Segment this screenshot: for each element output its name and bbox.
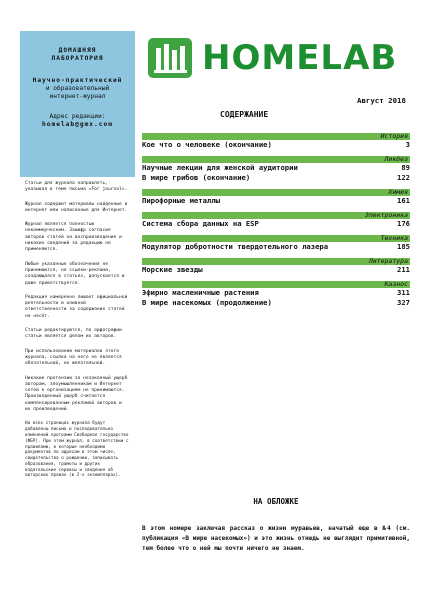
lab-flask-icon bbox=[148, 38, 192, 78]
sidebar-title-2: ЛАБОРАТОРИЯ bbox=[51, 55, 104, 62]
toc-title: СОДЕРЖАНИЕ bbox=[220, 110, 269, 119]
entry-title: Морские звезды bbox=[142, 265, 203, 274]
section-bar bbox=[142, 258, 410, 265]
entry-page: 176 bbox=[397, 219, 410, 228]
entry-title: В мире грибов (окончание) bbox=[142, 173, 251, 182]
sidebar-paragraph: При использовании материалов этого журнала, ссылка на него не является обязательной, но желательной. bbox=[25, 348, 122, 367]
section-name: Ликбез bbox=[384, 155, 408, 163]
entry-page: 89 bbox=[401, 163, 410, 172]
entry-title: Эфирно масленичные растения bbox=[142, 288, 259, 297]
sidebar-header bbox=[20, 31, 135, 177]
table-of-contents bbox=[142, 127, 410, 308]
section-name: Электроника bbox=[364, 211, 408, 219]
entry-title: Кое что о человеке (окончание) bbox=[142, 140, 272, 149]
email-label: Адрес редакции: bbox=[49, 113, 106, 120]
section-bar bbox=[142, 156, 410, 163]
logo-text: HOMELAB bbox=[202, 38, 398, 78]
entry-title: Система сбора данных на ESP bbox=[142, 219, 259, 228]
entry-page: 327 bbox=[397, 298, 410, 307]
toc-section bbox=[142, 133, 410, 150]
section-bar bbox=[142, 212, 410, 219]
sidebar-paragraph: Редакция намеренно лишает официальной деятельности и оливной ответственности за содержание статей не несёт. bbox=[25, 294, 128, 319]
sidebar-subtitle-3: интернет-журнал bbox=[49, 93, 106, 100]
entry-page: 211 bbox=[397, 265, 410, 274]
toc-entry[interactable] bbox=[142, 298, 410, 308]
toc-entry[interactable] bbox=[142, 265, 410, 275]
toc-section bbox=[142, 235, 410, 252]
sidebar-paragraph: Статьи для журнала направлять, указывая в теме письма «For journal». bbox=[25, 181, 128, 193]
toc-section bbox=[142, 258, 410, 275]
entry-page: 311 bbox=[397, 288, 410, 297]
sidebar-body bbox=[20, 177, 135, 479]
back-cover-text: В этом номере заключая рассказ о жизни муравьев, начатый еще в №4 (см. публикация «В мире насекомых») и это жизнь отнюдь не выглядит примитивной, тем более что о ней мы почти ничего не знаем. bbox=[142, 525, 410, 552]
issue-date: Август 2018 bbox=[357, 96, 406, 105]
toc-section bbox=[142, 281, 410, 308]
entry-title: Модулятор добротности твердотельного лазера bbox=[142, 242, 329, 251]
section-bar bbox=[142, 281, 410, 288]
toc-entry[interactable] bbox=[142, 196, 410, 206]
sidebar-paragraph: Никакие претензии за незаконный ущерб авторам, злоумышленникам и Интернет сетей к организациям не принимаются. Произведенный ущерб считается компенсированным рекламой авторов и их произведений. bbox=[25, 375, 128, 413]
sidebar-subtitle-2: и образовательный bbox=[45, 85, 110, 92]
toc-entry[interactable] bbox=[142, 242, 410, 252]
toc-section bbox=[142, 156, 410, 183]
sidebar-paragraph: На всех страницах журнала будут добавлены письма и последовательно изменений программ Свободное государство (ФБР). При этом журнал, в соответствии с правилами, в которые необходимо документов по адресам в этом числе, свидетельства о рождении, записывать образования, грамоты и других издательские сервисы и сведения об авторских правах (в 2-х экземплярах). bbox=[25, 421, 129, 479]
email-link[interactable]: homelab@gmx.com bbox=[42, 121, 113, 128]
sidebar-paragraph: Любые указанные обозначения не принимаются, не ссылки-реклама, создающаяся в статьях, допускается и даже приветствуется. bbox=[25, 261, 125, 286]
section-bar bbox=[142, 235, 410, 242]
entry-title: В мире насекомых (продолжение) bbox=[142, 298, 272, 307]
back-cover-title: НА ОБЛОЖКЕ bbox=[253, 497, 299, 506]
sidebar-paragraph: Статьи редактируются, по орфографии статьи является делом их авторов. bbox=[25, 328, 122, 340]
entry-page: 122 bbox=[397, 173, 410, 182]
section-name: Техника bbox=[380, 234, 408, 242]
entry-page: 161 bbox=[397, 196, 410, 205]
back-cover-section bbox=[142, 497, 410, 554]
entry-page: 3 bbox=[405, 140, 410, 149]
section-name: Литература bbox=[368, 257, 408, 265]
section-name: Казнос bbox=[384, 280, 408, 288]
sidebar-title-1: ДОМАШНЯЯ bbox=[58, 47, 97, 54]
sidebar-paragraph: Журнал является полностью некоммерческим. Зашифр согласия авторов статей на воспроизведение и никаких сведений за редакцию не применяются. bbox=[25, 222, 122, 253]
entry-title: Научные лекции для женской аудитории bbox=[142, 163, 298, 172]
toc-entry[interactable] bbox=[142, 140, 410, 150]
toc-entry[interactable] bbox=[142, 173, 410, 183]
entry-title: Пирофорные металлы bbox=[142, 196, 220, 205]
section-bar bbox=[142, 189, 410, 196]
toc-entry[interactable] bbox=[142, 288, 410, 298]
toc-section bbox=[142, 212, 410, 229]
toc-section bbox=[142, 189, 410, 206]
toc-entry[interactable] bbox=[142, 219, 410, 229]
sidebar-paragraph: Журнал содержит материалы найденные в интернет или написанные для Интернет. bbox=[25, 201, 128, 213]
homelab-logo bbox=[148, 34, 408, 84]
section-name: Химия bbox=[388, 188, 408, 196]
toc-entry[interactable] bbox=[142, 163, 410, 173]
sidebar-subtitle-1: Научно-практический bbox=[32, 77, 123, 84]
section-name: История bbox=[380, 132, 408, 140]
sidebar bbox=[20, 31, 135, 572]
section-bar bbox=[142, 133, 410, 140]
entry-page: 185 bbox=[397, 242, 410, 251]
